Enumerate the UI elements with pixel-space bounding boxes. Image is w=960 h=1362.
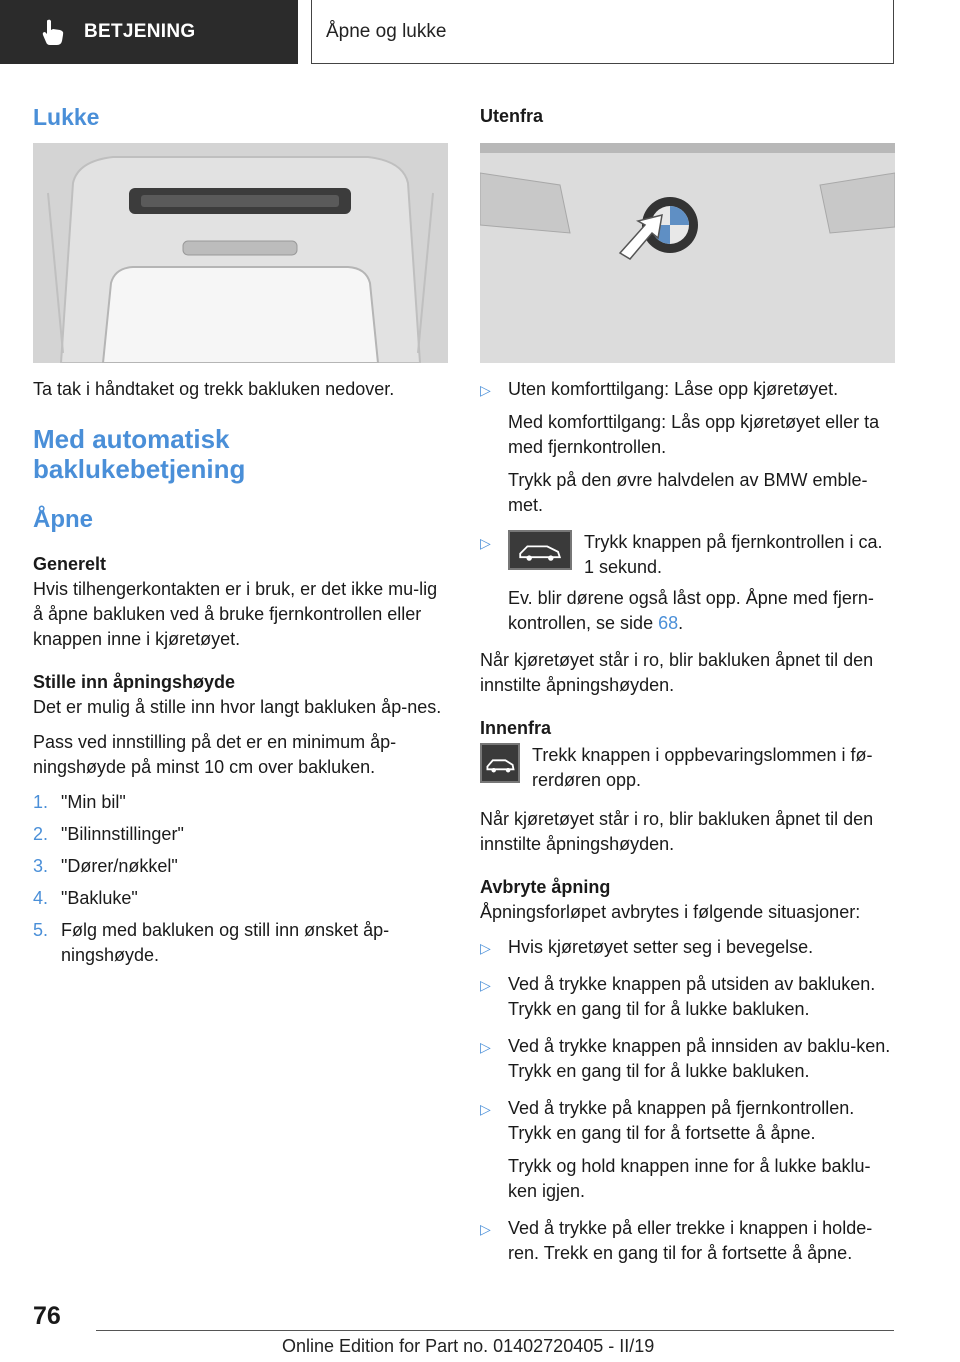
- generelt-heading: Generelt: [33, 554, 107, 574]
- triangle-bullet-icon: ▷: [480, 977, 491, 993]
- footer-divider: [96, 1330, 894, 1331]
- section-tab: [311, 0, 894, 64]
- lukke-caption: Ta tak i håndtaket og trekk bakluken nedover.: [33, 379, 395, 399]
- right-column: Utenfra ▷ Uten komforttilgang: Låse opp kjøretøyet. Med komforttilgang: Lås opp kjøretøyet eller ta med fjernkontrollen. Trykk på den øvre halvdelen av BMW emble-met. ▷ Trykk knappen på fjernkontrollen i ca. 1 sekund. Ev. blir dørene også låst opp. Åpne med fjern-kontrollen, se side 68. Når kjøretøyet står i ro, blir bakluken åpnet til den innstilte åpningshøyden. Innenfra Trekk knappen i oppbevaringslommen i fø-rerdøren opp. Når kjøretøyet står i ro, blir bakluken åpnet til den innstilte åpningshøyden. Avbryte åpning Åpningsforløpet avbrytes i følgende situasjoner: ▷ Hvis kjøretøyet setter seg i bevegelse. ▷ Ved å trykke knappen på utsiden av bakluken. Trykk en gang til for å lukke bakluken. ▷ Ved å trykke knappen på innsiden av baklu-ken. Trykk en gang til for å lukke bakluken. ▷ Ved å trykke på knappen på fjernkontrollen. Trykk en gang til for å fortsette å åpne. Trykk og hold knappen inne for å lukke baklu-ken igjen. ▷ Ved å trykke på eller trekke i knappen i holde-ren. Trekk en gang til for å fortsette å åpne.: [480, 98, 895, 1278]
- generelt-text: Hvis tilhengerkontakten er i bruk, er det ikke mu-lig å åpne bakluken ved å bruke fjernkontrollen eller knappen inne i kjøretøyet.: [33, 579, 438, 649]
- pointing-hand-icon: [40, 18, 66, 46]
- section-title: Åpne og lukke: [326, 20, 447, 42]
- utenfra-heading: Utenfra: [480, 106, 544, 126]
- page-number: 76: [33, 1302, 61, 1330]
- innenfra-heading: Innenfra: [480, 718, 552, 738]
- list-item: ▷ Uten komforttilgang: Låse opp kjøretøyet. Med komforttilgang: Lås opp kjøretøyet eller ta med fjernkontrollen. Trykk på den øvre halvdelen av BMW emble-met.: [480, 379, 880, 515]
- bmw-emblem-illustration: [480, 143, 895, 363]
- avbryte-list: [480, 935, 895, 1266]
- edition-text: Online Edition for Part no. 01402720405 - II/19: [282, 1336, 655, 1356]
- avbryte-heading: Avbryte åpning: [480, 877, 611, 897]
- auto-heading: Med automatisk baklukebetjening: [33, 424, 246, 484]
- stille-text-1: Det er mulig å stille inn hvor langt bakluken åp-nes.: [33, 697, 442, 717]
- step-item: 3. "Dører/nøkkel": [33, 856, 178, 876]
- after-utenfra-text: Når kjøretøyet står i ro, blir bakluken åpnet til den innstilte åpningshøyden.: [480, 650, 874, 695]
- triangle-bullet-icon: ▷: [480, 940, 491, 956]
- door-tailgate-button-icon: [480, 743, 520, 783]
- list-item: ▷ Ved å trykke knappen på utsiden av bakluken. Trykk en gang til for å lukke bakluken.: [480, 974, 876, 1019]
- steps-list: [33, 790, 448, 968]
- triangle-bullet-icon: ▷: [480, 1221, 491, 1237]
- left-column: [33, 98, 448, 975]
- apne-heading: Åpne: [33, 506, 93, 533]
- chapter-title: BETJENING: [84, 21, 196, 42]
- tailgate-handle-illustration: [33, 143, 448, 363]
- list-item: ▷ Ved å trykke på knappen på fjernkontrollen. Trykk en gang til for å fortsette å åpne. Trykk og hold knappen inne for å lukke baklu-ken igjen.: [480, 1098, 871, 1201]
- stille-text-2: Pass ved innstilling på det er en minimum åp-ningshøyde på minst 10 cm over bakluken.: [33, 732, 397, 777]
- page-link[interactable]: 68: [658, 613, 679, 633]
- list-item: ▷ Hvis kjøretøyet setter seg i bevegelse.: [480, 935, 895, 960]
- step-item: 2. "Bilinnstillinger": [33, 824, 184, 844]
- step-item: 5. Følg med bakluken og still inn ønsket åp-ningshøyde.: [33, 920, 390, 965]
- list-item: ▷ Ved å trykke på eller trekke i knappen i holde-ren. Trekk en gang til for å fortsette å åpne.: [480, 1218, 873, 1263]
- triangle-bullet-icon: ▷: [480, 1101, 491, 1117]
- after-innenfra-text: Når kjøretøyet står i ro, blir bakluken åpnet til den innstilte åpningshøyden.: [480, 809, 874, 854]
- remote-tailgate-button-icon: [508, 530, 572, 570]
- stille-heading: Stille inn åpningshøyde: [33, 672, 236, 692]
- step-item: 4. "Bakluke": [33, 888, 138, 908]
- list-item: ▷ Trykk knappen på fjernkontrollen i ca. 1 sekund. Ev. blir dørene også låst opp. Åpne med fjern-kontrollen, se side 68.: [480, 532, 883, 633]
- utenfra-list: [480, 377, 895, 636]
- avbryte-intro: Åpningsforløpet avbrytes i følgende situasjoner:: [480, 902, 861, 922]
- lukke-heading: Lukke: [33, 104, 100, 130]
- triangle-bullet-icon: ▷: [480, 1039, 491, 1055]
- triangle-bullet-icon: ▷: [480, 535, 491, 551]
- triangle-bullet-icon: ▷: [480, 382, 491, 398]
- list-item: ▷ Ved å trykke knappen på innsiden av baklu-ken. Trykk en gang til for å lukke bakluken.: [480, 1036, 891, 1081]
- chapter-tab: [0, 0, 298, 64]
- step-item: 1. "Min bil": [33, 792, 126, 812]
